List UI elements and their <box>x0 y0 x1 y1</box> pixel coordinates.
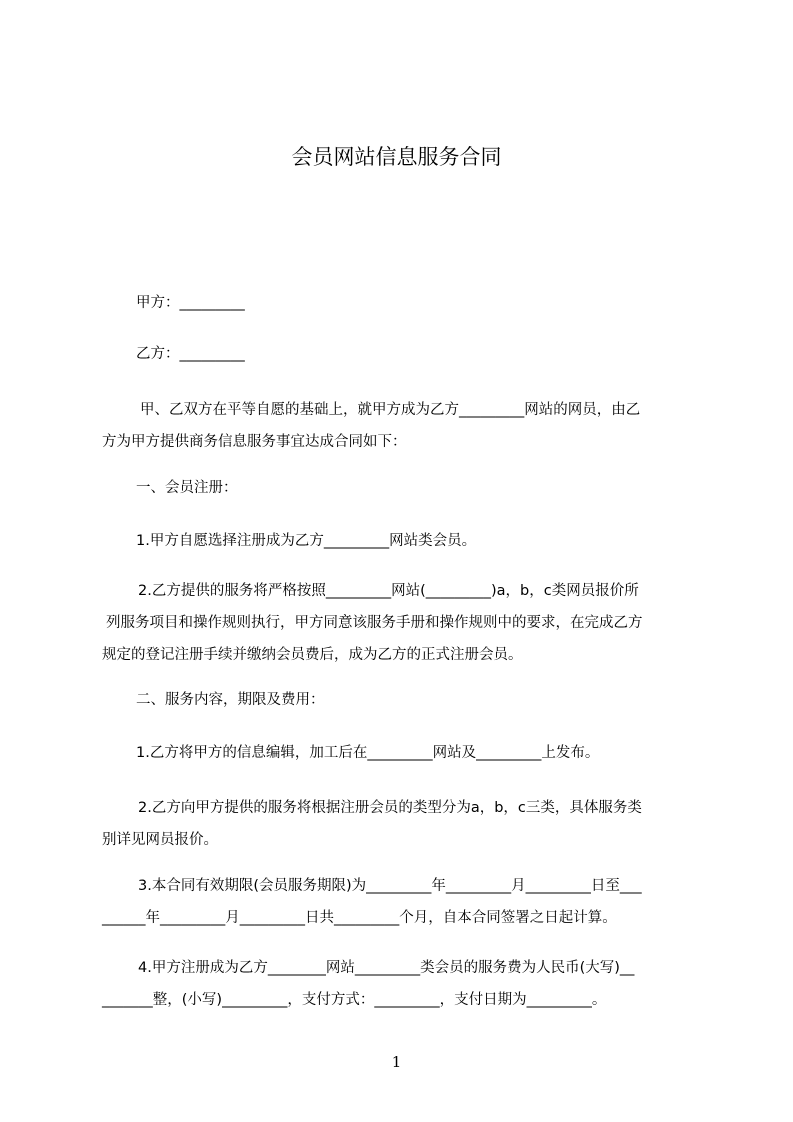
intro-line-2: 方为甲方提供商务信息服务事宜达成合同如下： <box>102 434 407 450</box>
section-2-item-2 <box>102 792 702 856</box>
page-title: 会员网站信息服务合同 <box>291 145 502 169</box>
s1-item2-line-3: 规定的登记注册手续并缴纳会员费后，成为乙方的正式注册会员。 <box>102 647 523 663</box>
intro-paragraph <box>102 394 702 458</box>
section-1-item-1: 1.甲方自愿选择注册成为乙方_________网站类会员。 <box>136 533 477 549</box>
intro-line-1: 甲、乙双方在平等自愿的基础上，就甲方成为乙方_________网站的网员，由乙 <box>140 402 641 418</box>
party-b-line: 乙方：_________ <box>136 346 245 362</box>
section-2-item-4 <box>102 952 702 1016</box>
s2-item3-line-2: ______年_________月_________日共_________个月，自本合同签署之日起计算。 <box>102 910 617 926</box>
section-2-item-1: 1.乙方将甲方的信息编辑，加工后在_________网站及_________上发布。 <box>136 745 600 761</box>
s1-item2-line-2: 列服务项目和操作规则执行，甲方同意该服务手册和操作规则中的要求，在完成乙方 <box>106 615 643 631</box>
section-2-heading: 二、服务内容，期限及费用： <box>136 692 325 708</box>
section-1-item-2 <box>102 575 702 671</box>
s2-item2-line-1: 2.乙方向甲方提供的服务将根据注册会员的类型分为a，b，c三类，具体服务类 <box>138 800 642 816</box>
page-number: 1 <box>391 1053 402 1071</box>
section-2-item-3 <box>102 870 702 934</box>
party-a-line: 甲方：_________ <box>136 295 245 311</box>
s2-item3-line-1: 3.本合同有效期限(会员服务期限)为_________年_________月_________日至___ <box>138 878 642 894</box>
s1-item2-line-1: 2.乙方提供的服务将严格按照_________网站(_________)a，b，c类网员报价所 <box>138 583 639 599</box>
section-1-heading: 一、会员注册： <box>136 480 238 496</box>
s2-item4-line-1: 4.甲方注册成为乙方________网站_________类会员的服务费为人民币(大写)__ <box>138 960 635 976</box>
s2-item4-line-2: _______整，(小写)_________，支付方式：_________，支付日期为_________。 <box>102 992 607 1008</box>
s2-item2-line-2: 别详见网员报价。 <box>102 832 218 848</box>
